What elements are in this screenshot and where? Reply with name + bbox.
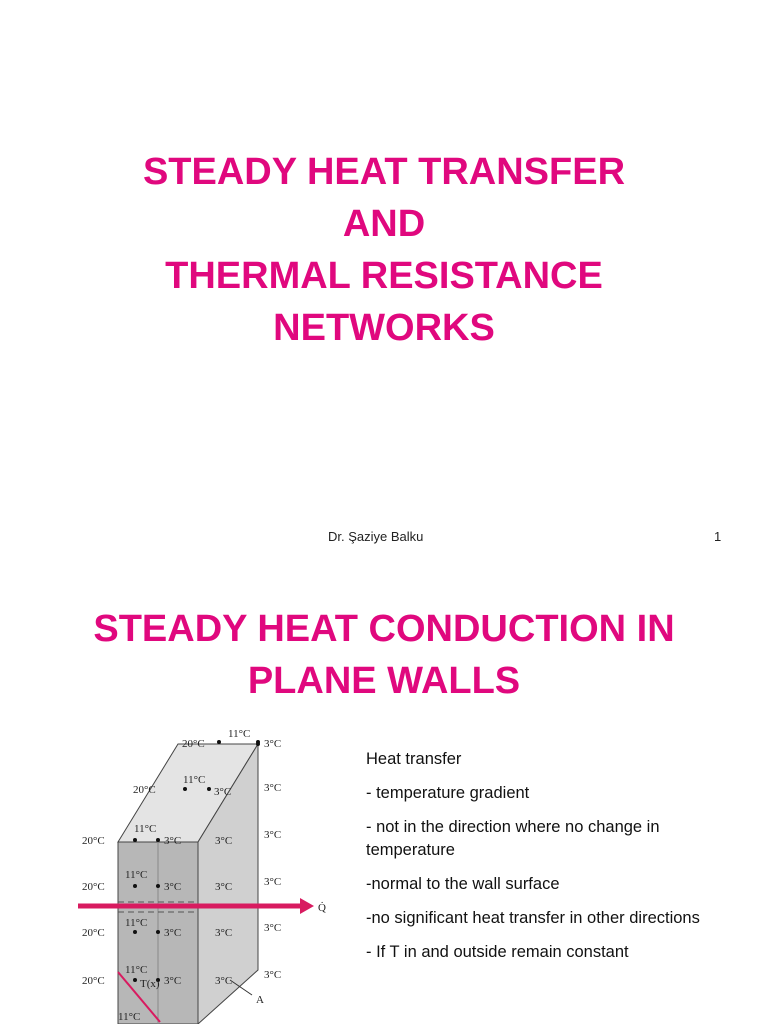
temp-label-3: 3°C <box>264 876 282 888</box>
slide1-title-line: THERMAL RESISTANCE <box>165 255 603 297</box>
temp-label-11: 11°C <box>125 869 148 881</box>
temp-label-11: 11°C <box>125 964 148 976</box>
bullet-item: - temperature gradient <box>366 784 530 802</box>
temp-label-3: 3°C <box>264 922 282 934</box>
temp-label-3: 3°C <box>215 881 233 893</box>
temp-label-3: 3°C <box>164 881 182 893</box>
bullet-item: -normal to the wall surface <box>366 875 560 893</box>
temp-label-11: 11°C <box>228 728 251 740</box>
slide1-title-line: STEADY HEAT TRANSFER <box>142 151 626 193</box>
heat-flow-label: Q̇ <box>318 902 326 914</box>
slide-footer-author: Dr. Şaziye Balku <box>328 529 424 544</box>
tx-label: T(x) <box>140 978 160 990</box>
slide2-title-line: PLANE WALLS <box>247 660 521 702</box>
temp-label-20: 20°C <box>133 784 156 796</box>
slide1-title-line: AND <box>342 203 426 245</box>
bullet-list <box>366 748 746 975</box>
temp-label-11: 11°C <box>125 917 148 929</box>
temp-label-11: 11°C <box>183 774 206 786</box>
bullet-item: - not in the direction where no change in temperature <box>366 818 660 859</box>
temp-label-3: 3°C <box>264 782 282 794</box>
plane-wall-figure <box>78 722 338 1024</box>
temp-label-3: 3°C <box>215 927 233 939</box>
temp-label-3: 3°C <box>164 975 182 987</box>
bullet-item: -no significant heat transfer in other directions <box>366 909 700 927</box>
area-label: A <box>256 994 264 1006</box>
temp-label-20: 20°C <box>82 975 105 987</box>
slide2-title-line: STEADY HEAT CONDUCTION IN <box>93 608 675 650</box>
temp-label-3: 3°C <box>264 969 282 981</box>
temp-label-20: 20°C <box>82 881 105 893</box>
temp-label-11: 11°C <box>118 1011 141 1023</box>
temp-label-3: 3°C <box>215 975 233 987</box>
slide2-title <box>0 603 768 707</box>
temp-label-20: 20°C <box>82 835 105 847</box>
bullet-item: - If T in and outside remain constant <box>366 943 629 961</box>
bullet-item: Heat transfer <box>366 750 462 768</box>
slide1-title-line: NETWORKS <box>273 307 495 349</box>
temp-label-20: 20°C <box>82 927 105 939</box>
slide1-title <box>0 146 768 354</box>
temp-label-3: 3°C <box>264 829 282 841</box>
temp-label-3: 3°C <box>215 835 233 847</box>
temp-label-3: 3°C <box>164 835 182 847</box>
temp-label-3: 3°C <box>214 786 232 798</box>
temp-label-11: 11°C <box>134 823 157 835</box>
temp-label-3: 3°C <box>264 738 282 750</box>
temp-label-3: 3°C <box>164 927 182 939</box>
slide-page-number: 1 <box>714 529 722 544</box>
heat-flow-arrowhead <box>300 898 314 914</box>
temp-label-20: 20°C <box>182 738 205 750</box>
